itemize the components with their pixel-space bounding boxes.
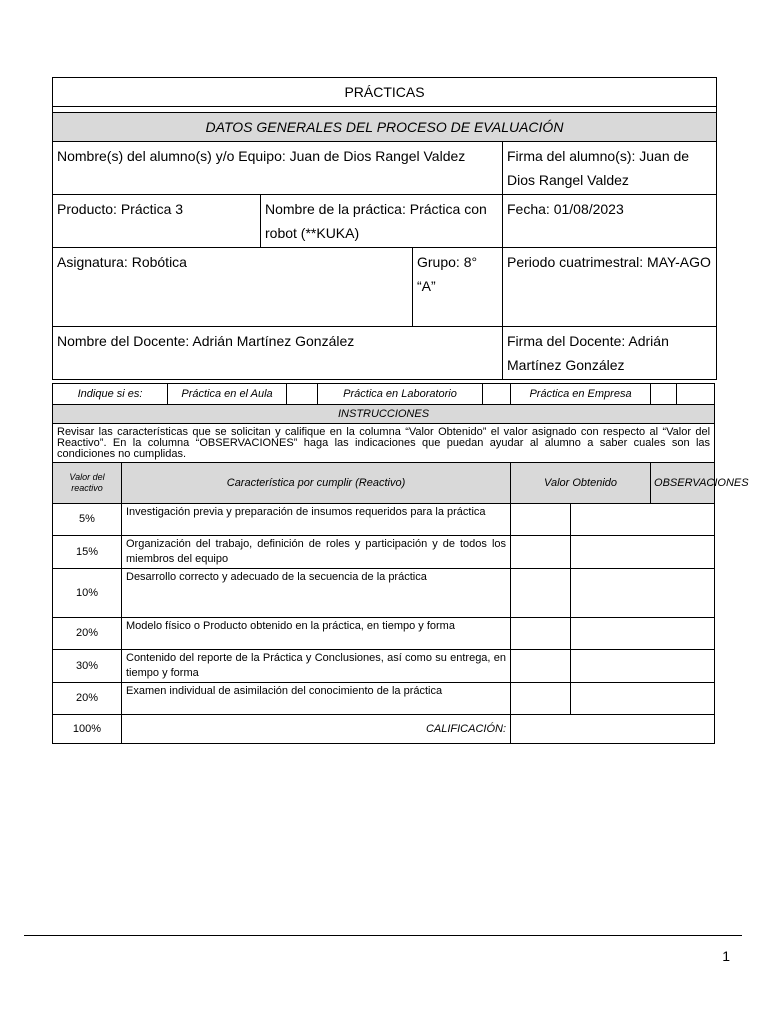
item-1-description: Investigación previa y preparación de insumos requeridos para la práctica <box>122 504 511 536</box>
item-4-description: Modelo físico o Producto obtenido en la práctica, en tiempo y forma <box>122 618 511 650</box>
item-3-description: Desarrollo correcto y adecuado de la secuencia de la práctica <box>122 569 511 618</box>
evaluation-table <box>52 383 749 744</box>
product-field: Producto: Práctica 3 <box>53 195 261 248</box>
item-6-obtained[interactable] <box>511 683 571 715</box>
laboratorio-label: Práctica en Laboratorio <box>318 384 483 405</box>
empresa-label: Práctica en Empresa <box>511 384 651 405</box>
item-5-obtained[interactable] <box>511 650 571 683</box>
page-number: 1 <box>722 948 730 964</box>
general-data-table <box>52 77 717 380</box>
item-4-obtained[interactable] <box>511 618 571 650</box>
item-1-observations[interactable] <box>571 504 715 536</box>
total-percentage: 100% <box>53 715 122 744</box>
item-2-observations[interactable] <box>571 536 715 569</box>
student-name-field: Nombre(s) del alumno(s) y/o Equipo: Juan de Dios Rangel Valdez <box>53 142 503 195</box>
item-2-obtained[interactable] <box>511 536 571 569</box>
practicas-title: PRÁCTICAS <box>53 78 717 107</box>
period-field: Periodo cuatrimestral: MAY-AGO <box>503 248 717 327</box>
item-5-value: 30% <box>53 650 122 683</box>
datos-generales-title: DATOS GENERALES DEL PROCESO DE EVALUACIÓN <box>53 113 717 142</box>
item-1-obtained[interactable] <box>511 504 571 536</box>
footer-divider <box>24 935 742 936</box>
instructions-title: INSTRUCCIONES <box>53 405 715 424</box>
item-2-value: 15% <box>53 536 122 569</box>
aula-checkbox[interactable] <box>287 384 318 405</box>
group-field: Grupo: 8° “A” <box>413 248 503 327</box>
aula-label: Práctica en el Aula <box>168 384 287 405</box>
item-4-observations[interactable] <box>571 618 715 650</box>
col-valor-obtenido: Valor Obtenido <box>511 463 651 504</box>
item-3-observations[interactable] <box>571 569 715 618</box>
teacher-name-field: Nombre del Docente: Adrián Martínez González <box>53 327 503 380</box>
item-6-value: 20% <box>53 683 122 715</box>
empresa-checkbox[interactable] <box>651 384 677 405</box>
student-signature-field: Firma del alumno(s): Juan de Dios Rangel Valdez <box>503 142 717 195</box>
item-6-description: Examen individual de asimilación del conocimiento de la práctica <box>122 683 511 715</box>
empresa-extra-cell <box>677 384 715 405</box>
item-4-value: 20% <box>53 618 122 650</box>
date-field: Fecha: 01/08/2023 <box>503 195 717 248</box>
instructions-text: Revisar las características que se solicitan y califique en la columna “Valor Obtenido” el valor asignado con respecto al “Valor del Reactivo”. En la columna “OBSERVACIONES” haga las indicaciones que puedan ayudar al alumno a saber cuales son las condiciones no cumplidas. <box>53 424 715 463</box>
practice-name-field: Nombre de la práctica: Práctica con robot (**KUKA) <box>261 195 503 248</box>
item-2-description: Organización del trabajo, definición de roles y participación y de todos los miembros del equipo <box>122 536 511 569</box>
subject-field: Asignatura: Robótica <box>53 248 413 327</box>
teacher-signature-field: Firma del Docente: Adrián Martínez González <box>503 327 717 380</box>
item-3-value: 10% <box>53 569 122 618</box>
col-valor-reactivo: Valor del reactivo <box>53 463 122 504</box>
calificacion-label: CALIFICACIÓN: <box>122 715 511 744</box>
item-5-description: Contenido del reporte de la Práctica y Conclusiones, así como su entrega, en tiempo y forma <box>122 650 511 683</box>
item-5-observations[interactable] <box>571 650 715 683</box>
item-3-obtained[interactable] <box>511 569 571 618</box>
col-caracteristica: Característica por cumplir (Reactivo) <box>122 463 511 504</box>
item-1-value: 5% <box>53 504 122 536</box>
item-6-observations[interactable] <box>571 683 715 715</box>
col-observaciones: OBSERVACIONES <box>651 463 715 504</box>
laboratorio-checkbox[interactable] <box>483 384 511 405</box>
indique-label: Indique si es: <box>53 384 168 405</box>
calificacion-value[interactable] <box>511 715 715 744</box>
